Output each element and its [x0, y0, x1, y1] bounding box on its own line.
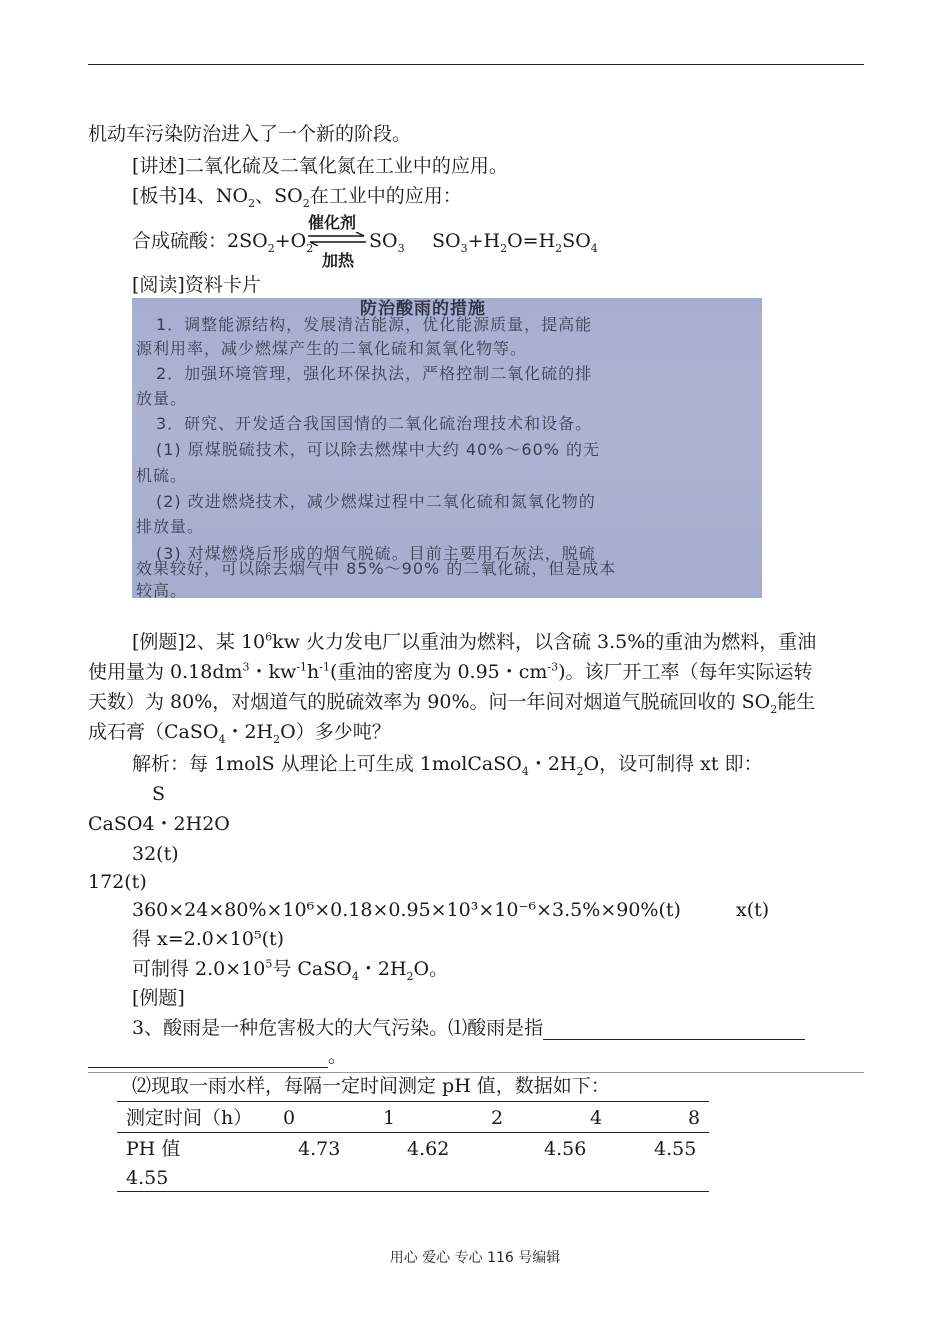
card-line: 机硫。	[136, 466, 188, 485]
paragraph-lecture: [讲述]二氧化硫及二氧化氮在工业中的应用。	[132, 155, 508, 177]
card-line: 放量。	[136, 389, 188, 408]
reversible-arrow-icon	[306, 232, 368, 246]
reaction-right: $SO_3$	[369, 230, 405, 255]
table-header-rule	[117, 1132, 709, 1133]
card-line: (1) 原煤脱硫技术，可以除去燃煤中大约 40%～60% 的无	[156, 440, 601, 459]
example2-line2: 使用量为 $0.18dm^3$・$kw^{-1}h^{-1}$(重油的密度为 0.95・$cm^{-3}$)。该厂开工率（每年实际运转	[88, 660, 813, 683]
example3-question: 3、酸雨是一种危害极大的大气污染。⑴酸雨是指	[132, 1016, 805, 1040]
table-header-time: 1	[383, 1107, 396, 1129]
card-line: (3) 对煤燃烧后形成的烟气脱硫。目前主要用石灰法，脱硫	[156, 544, 596, 563]
card-line: 1．调整能源结构，发展清洁能源，优化能源质量，提高能	[156, 315, 593, 334]
separator-line	[88, 1072, 864, 1073]
table-cell-ph: 4.62	[407, 1138, 450, 1160]
card-line: 2．加强环境管理，强化环保执法，严格控制二氧化硫的排	[156, 364, 593, 383]
reading-label: [阅读]资料卡片	[132, 274, 261, 296]
solution-conclusion: 可制得 $2.0\times 10^5$号 CaSO$_4$・$2H_2O$。	[132, 957, 449, 983]
paragraph-board: [板书]4、$NO_2$、$SO_2$在工业中的应用：	[132, 185, 462, 210]
table-bottom-rule	[117, 1191, 709, 1192]
solution-result: 得 x=2.0×10⁵(t)	[132, 928, 285, 950]
table-cell-ph: 4.55	[654, 1138, 697, 1160]
example3-question2: ⑵现取一雨水样，每隔一定时间测定 pH 值，数据如下：	[132, 1075, 610, 1097]
solution-caso4: CaSO4・2H2O	[88, 813, 230, 835]
reaction-condition-heat: 加热	[322, 251, 355, 270]
card-line: 排放量。	[136, 517, 205, 536]
solution-s: S	[152, 783, 166, 805]
table-header-label: 测定时间（h）	[126, 1107, 253, 1129]
page-footer: 用心 爱心 专心 116 号编辑	[389, 1250, 561, 1266]
table-header-time: 8	[688, 1107, 701, 1129]
solution-calc-x: x(t)	[736, 899, 770, 921]
table-header-time: 0	[283, 1107, 296, 1129]
example2-line3: 天数）为 80%，对烟道气的脱硫效率为 90%。问一年间对烟道气脱硫回收的 $SO_2$能生	[88, 691, 816, 716]
card-line: 源利用率，减少燃煤产生的二氧化硫和氮氧化物等。	[136, 339, 528, 358]
solution-line1: 解析：每 1molS 从理论上可生成 1molCaSO$_4$・$2H_2O$，设可制得 xt 即：	[132, 753, 763, 778]
info-card-photo	[132, 298, 762, 598]
example3-question-cont: 。	[88, 1044, 347, 1068]
header-rule	[88, 64, 864, 65]
example2-line1: [例题]2、某 $10^6kw$ 火力发电厂以重油为燃料，以含硫 3.5%的重油为燃料，重油	[132, 630, 817, 653]
table-header-time: 4	[590, 1107, 603, 1129]
table-cell-ph: 4.73	[298, 1138, 341, 1160]
example3-label: [例题]	[132, 987, 185, 1009]
solution-172t: 172(t)	[88, 871, 147, 893]
table-row-label: PH 值	[126, 1138, 181, 1160]
answer-blank[interactable]	[543, 1021, 805, 1040]
table-header-time: 2	[491, 1107, 504, 1129]
card-line: 效果较好，可以除去烟气中 85%～90% 的二氧化硫，但是成本	[136, 559, 617, 578]
card-line: 较高。	[136, 581, 188, 598]
answer-blank-continued[interactable]	[88, 1049, 328, 1068]
example2-line4: 成石膏（CaSO$_4$・$2H_2O$）多少吨？	[88, 721, 391, 746]
solution-calc: 360×24×80%×10⁶×0.18×0.95×10³×10⁻⁶×3.5%×90%(t)	[132, 899, 681, 921]
card-title: 防治酸雨的措施	[360, 299, 486, 319]
reaction-second: $SO_3+H_2O=H_2SO_4$	[432, 230, 598, 255]
reaction-condition-catalyst: 催化剂	[308, 213, 357, 232]
card-line: 3．研究、开发适合我国国情的二氧化硫治理技术和设备。	[156, 414, 593, 433]
paragraph-intro: 机动车污染防治进入了一个新的阶段。	[88, 123, 412, 145]
reaction-left: 合成硫酸：$2SO_2+O_2$	[132, 230, 314, 255]
table-cell-ph: 4.55	[126, 1167, 169, 1189]
table-cell-ph: 4.56	[544, 1138, 587, 1160]
solution-32t: 32(t)	[132, 843, 179, 865]
table-top-rule	[117, 1101, 709, 1102]
card-line: (2) 改进燃烧技术，减少燃煤过程中二氧化硫和氮氧化物的	[156, 492, 596, 511]
